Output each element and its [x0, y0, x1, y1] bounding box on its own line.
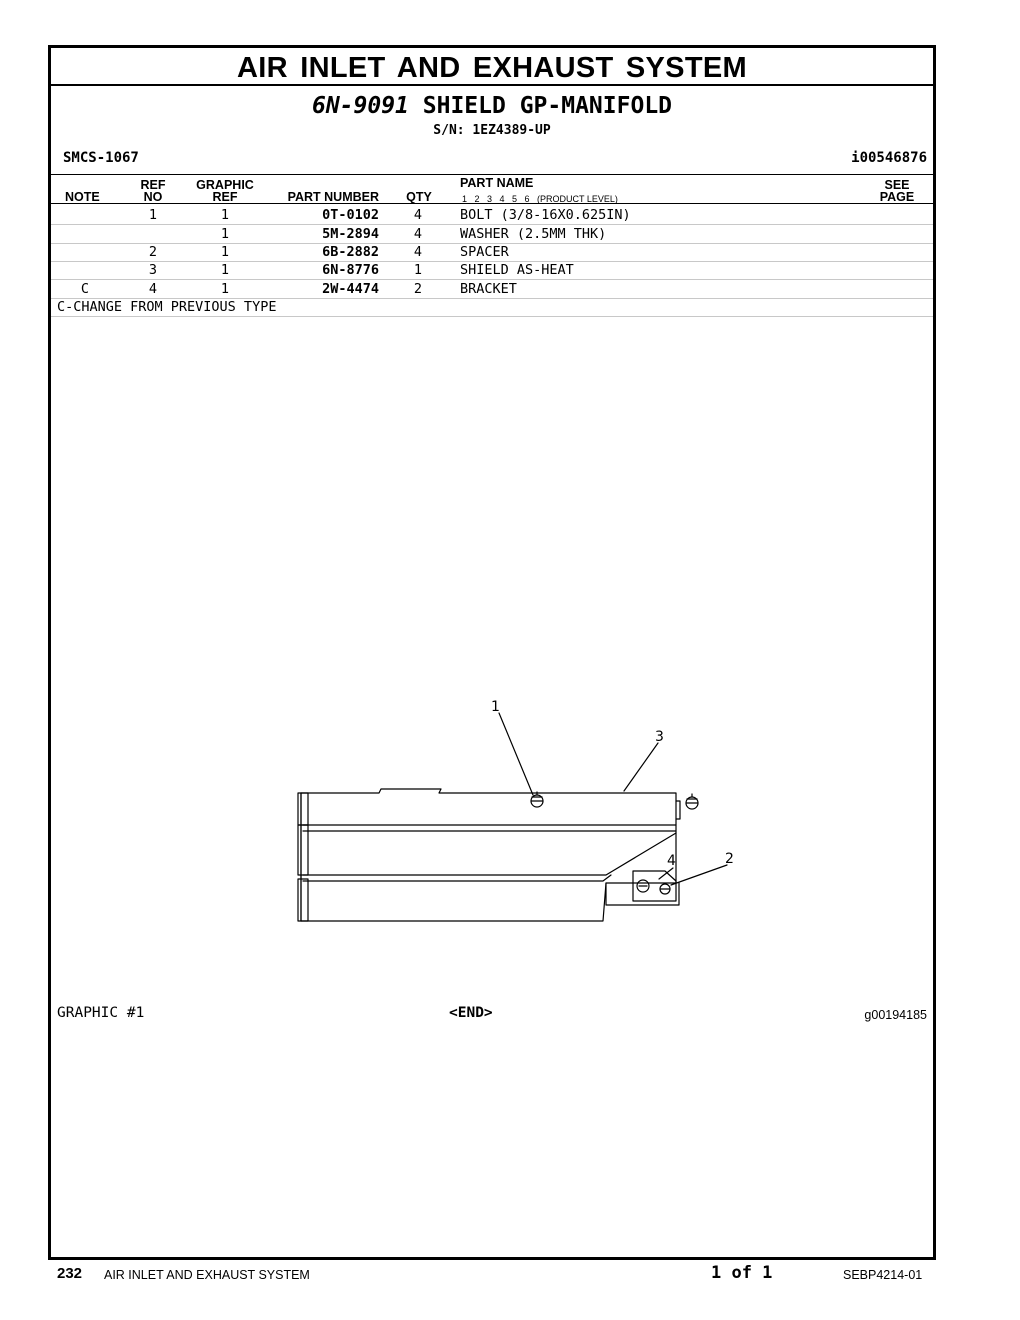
row-part-name: SPACER — [460, 244, 509, 260]
row-ref: 3 — [148, 262, 158, 278]
footer-page-number: 232 — [57, 1265, 83, 1282]
group-name: SHIELD GP-MANIFOLD — [422, 93, 673, 119]
header-bottom-rule — [51, 203, 933, 204]
callout-leader-1 — [499, 713, 533, 795]
row-part-number[interactable]: 6B-2882 — [322, 244, 379, 260]
row-qty: 2 — [413, 281, 423, 297]
header-see-top: SEE — [884, 178, 910, 192]
row-qty: 4 — [413, 244, 423, 260]
header-ref-bottom: NO — [143, 190, 163, 204]
section-title: AIR INLET AND EXHAUST SYSTEM — [51, 48, 933, 86]
table-row — [51, 280, 933, 299]
illustration-id: i00546876 — [851, 150, 927, 166]
row-part-name: SHIELD AS-HEAT — [460, 262, 574, 278]
bracket-assembly — [633, 871, 676, 901]
header-part-name: PART NAME — [460, 176, 534, 190]
row-qty: 1 — [413, 262, 423, 278]
table-row — [51, 243, 933, 262]
row-part-number[interactable]: 5M-2894 — [322, 226, 379, 242]
row-part-number[interactable]: 2W-4474 — [322, 281, 379, 297]
row-part-name: BOLT (3/8-16X0.625IN) — [460, 207, 631, 223]
serial-range: S/N: 1EZ4389-UP — [433, 123, 551, 138]
row-part-name: BRACKET — [460, 281, 517, 297]
heat-shield-outline — [301, 789, 676, 921]
callout-4: 4 — [667, 853, 676, 869]
header-part-number: PART NUMBER — [287, 190, 379, 204]
row-qty: 4 — [413, 226, 423, 242]
callout-leader-2 — [671, 865, 727, 885]
header-product-levels: 1 2 3 4 5 6 (PRODUCT LEVEL) — [462, 194, 618, 204]
header-graphic-bottom: REF — [212, 190, 238, 204]
footnote-rule — [51, 316, 933, 317]
bolt-2 — [686, 794, 698, 809]
callout-1: 1 — [491, 699, 500, 715]
row-graphic-ref: 1 — [220, 281, 230, 297]
parts-illustration — [281, 643, 734, 933]
header-note: NOTE — [65, 190, 100, 204]
shield-lower-fold — [303, 833, 676, 875]
callout-2: 2 — [725, 851, 734, 867]
smcs-code: SMCS-1067 — [63, 150, 139, 166]
row-ref: 1 — [148, 207, 158, 223]
row-part-number[interactable]: 6N-8776 — [322, 262, 379, 278]
row-part-number[interactable]: 0T-0102 — [322, 207, 379, 223]
end-cap-3 — [298, 879, 308, 921]
group-title — [51, 93, 933, 119]
table-row — [51, 225, 933, 244]
table-row — [51, 206, 933, 225]
callout-leader-4 — [659, 868, 673, 879]
row-qty: 4 — [413, 207, 423, 223]
header-ref-top: REF — [140, 178, 166, 192]
end-cap-1 — [298, 793, 308, 825]
page-frame — [48, 45, 936, 1260]
header-top-rule — [51, 174, 933, 175]
row-graphic-ref: 1 — [220, 226, 230, 242]
row-graphic-ref: 1 — [220, 244, 230, 260]
group-part-number: 6N-9091 — [311, 93, 409, 119]
header-see-bottom: PAGE — [879, 190, 915, 204]
footer-section: AIR INLET AND EXHAUST SYSTEM — [104, 1268, 310, 1282]
row-ref: 2 — [148, 244, 158, 260]
shield-lower-fold-2 — [303, 875, 611, 881]
change-footnote: C-CHANGE FROM PREVIOUS TYPE — [57, 299, 277, 315]
table-row — [51, 261, 933, 280]
footer-page-of: 1 of 1 — [711, 1263, 773, 1283]
row-part-name: WASHER (2.5MM THK) — [460, 226, 607, 242]
header-qty: QTY — [406, 190, 432, 204]
row-ref: 4 — [148, 281, 158, 297]
row-graphic-ref: 1 — [220, 207, 230, 223]
callout-leader-3 — [624, 743, 658, 791]
header-graphic-top: GRAPHIC — [196, 178, 254, 192]
end-cap-2 — [298, 825, 308, 875]
graphic-id: g00194185 — [864, 1008, 927, 1022]
graphic-caption: GRAPHIC #1 — [57, 1005, 145, 1021]
footer-doc-number: SEBP4214-01 — [843, 1268, 923, 1282]
row-graphic-ref: 1 — [220, 262, 230, 278]
end-marker: <END> — [449, 1005, 493, 1021]
row-note: C — [80, 281, 90, 297]
callout-3: 3 — [655, 729, 664, 745]
